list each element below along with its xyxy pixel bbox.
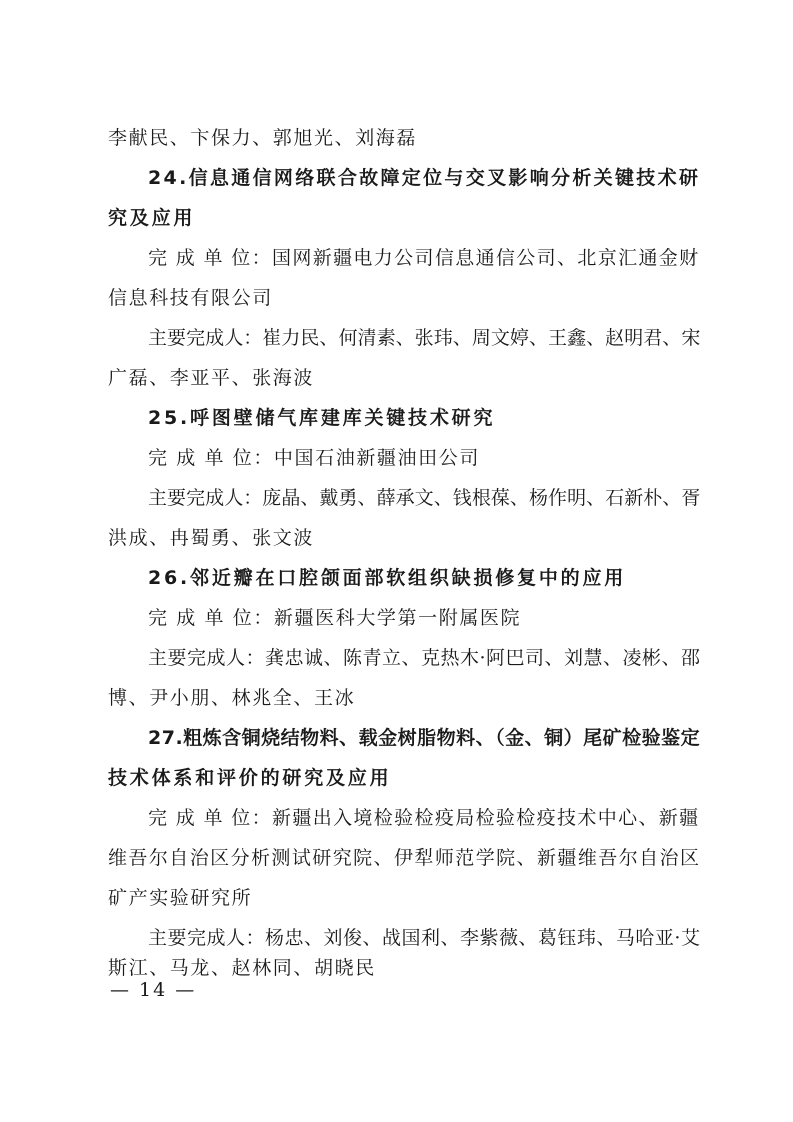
text-line: 博、尹小朋、林兆全、王冰 bbox=[108, 687, 356, 709]
text-line: 斯江、马龙、赵林同、胡晓民 bbox=[108, 957, 376, 979]
section-title: 25.呼图壁储气库建库关键技术研究 bbox=[148, 407, 496, 429]
text-line: 维吾尔自治区分析测试研究院、伊犁师范学院、新疆维吾尔自治区 bbox=[108, 847, 701, 869]
text-line: 完 成 单 位：新疆出入境检验检疫局检验检疫技术中心、新疆 bbox=[148, 807, 700, 829]
section-title: 27.粗炼含铜烧结物料、载金树脂物料、（金、铜）尾矿检验鉴定 bbox=[148, 727, 701, 749]
page-number: — 14 — bbox=[110, 979, 197, 1001]
text-line: 完 成 单 位：中国石油新疆油田公司 bbox=[148, 447, 480, 469]
text-line: 洪成、冉蜀勇、张文波 bbox=[108, 527, 315, 549]
text-line: 李献民、卞保力、郭旭光、刘海磊 bbox=[108, 127, 418, 149]
text-line: 完 成 单 位：新疆医科大学第一附属医院 bbox=[148, 607, 522, 629]
section-title-continued: 技术体系和评价的研究及应用 bbox=[108, 767, 392, 789]
section-title-continued: 究及应用 bbox=[108, 207, 196, 229]
text-line: 广磊、李亚平、张海波 bbox=[108, 367, 315, 389]
text-line: 主要完成人：庞晶、戴勇、薛承文、钱根葆、杨作明、石新朴、胥 bbox=[148, 487, 701, 509]
section-title: 26.邻近瓣在口腔颌面部软组织缺损修复中的应用 bbox=[148, 567, 627, 589]
text-line: 主要完成人：龚忠诚、陈青立、克热木·阿巴司、刘慧、凌彬、邵 bbox=[148, 647, 701, 669]
text-line: 主要完成人：杨忠、刘俊、战国利、李紫薇、葛钰玮、马哈亚·艾 bbox=[148, 927, 701, 949]
text-line: 主要完成人：崔力民、何清素、张玮、周文婷、王鑫、赵明君、宋 bbox=[148, 327, 701, 349]
text-line: 矿产实验研究所 bbox=[108, 887, 253, 909]
text-line: 信息科技有限公司 bbox=[108, 287, 273, 309]
section-title: 24.信息通信网络联合故障定位与交叉影响分析关键技术研 bbox=[148, 167, 701, 189]
text-line: 完 成 单 位：国网新疆电力公司信息通信公司、北京汇通金财 bbox=[148, 247, 700, 269]
